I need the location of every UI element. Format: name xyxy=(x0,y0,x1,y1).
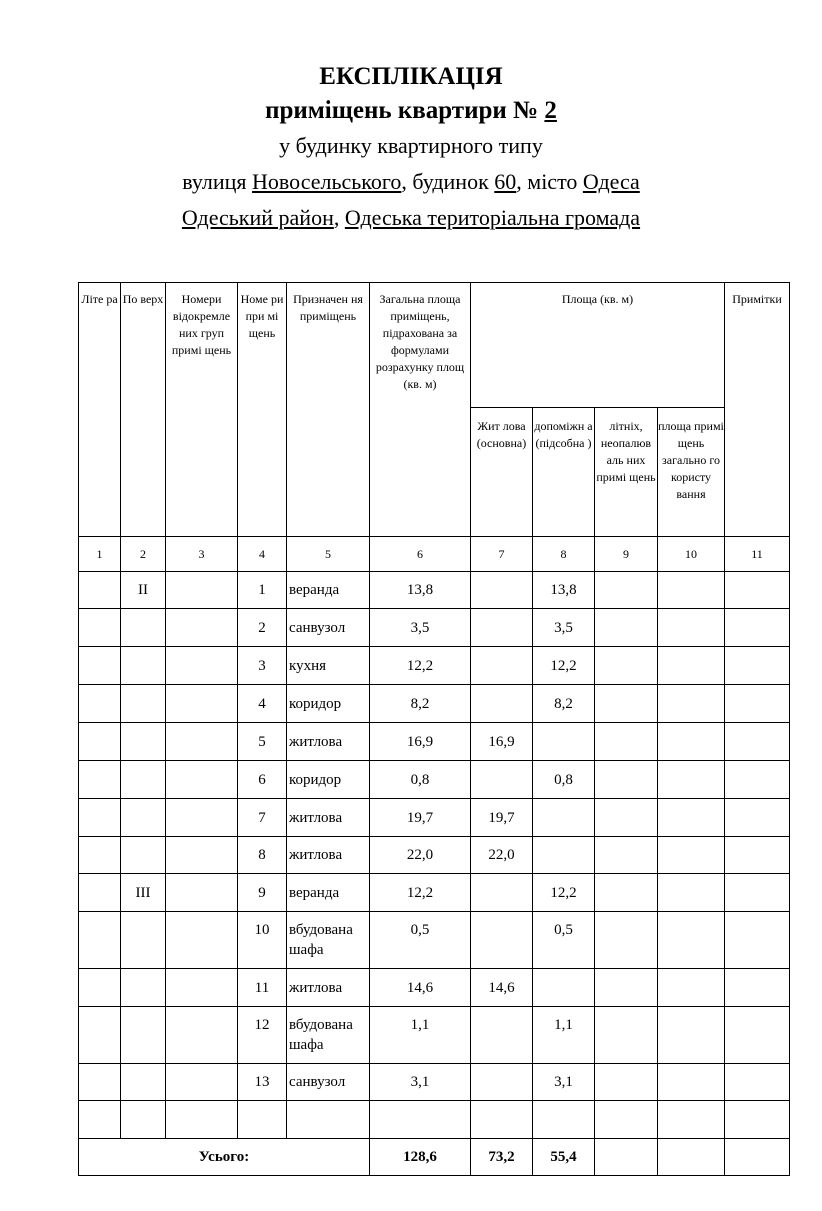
subtitle-prefix: приміщень квартири № xyxy=(265,97,545,124)
litera-cell xyxy=(79,685,121,723)
living-area-cell xyxy=(471,874,533,912)
room-number-cell: 12 xyxy=(238,1007,287,1064)
table-row xyxy=(79,572,790,609)
auxiliary-area-cell: 3,5 xyxy=(533,609,595,647)
common-area-cell xyxy=(658,723,725,761)
summer-area-cell xyxy=(595,723,658,761)
empty-cell xyxy=(287,1101,370,1139)
common-area-cell xyxy=(658,572,725,609)
header-total-area: Загальна площа приміщень, підрахована за формулами розрахунку площ (кв. м) xyxy=(370,283,471,537)
purpose-cell: санвузол xyxy=(287,609,370,647)
living-area-cell xyxy=(471,912,533,969)
house-number: 60 xyxy=(494,169,517,194)
litera-cell xyxy=(79,609,121,647)
header-living: Жит лова (основна) xyxy=(471,408,533,537)
floor-cell xyxy=(121,1064,166,1101)
totals-auxiliary-area: 55,4 xyxy=(533,1139,595,1176)
floor-cell xyxy=(121,647,166,685)
header-auxiliary: допоміжн а (підсобна ) xyxy=(533,408,595,537)
group-cell xyxy=(166,1007,238,1064)
total-area-cell: 3,1 xyxy=(370,1064,471,1101)
empty-cell xyxy=(121,1101,166,1139)
summer-area-cell xyxy=(595,685,658,723)
common-area-cell xyxy=(658,1007,725,1064)
table-row xyxy=(79,1064,790,1101)
summer-area-cell xyxy=(595,874,658,912)
auxiliary-area-cell xyxy=(533,799,595,837)
document-title: ЕКСПЛІКАЦІЯ xyxy=(319,63,503,90)
floor-cell xyxy=(121,799,166,837)
apartment-number: 2 xyxy=(544,97,557,124)
empty-cell xyxy=(238,1101,287,1139)
column-number: 5 xyxy=(287,537,370,572)
notes-cell xyxy=(725,647,790,685)
litera-cell xyxy=(79,874,121,912)
notes-cell xyxy=(725,761,790,799)
notes-cell xyxy=(725,723,790,761)
totals-total-area: 128,6 xyxy=(370,1139,471,1176)
column-number: 10 xyxy=(658,537,725,572)
group-cell xyxy=(166,969,238,1007)
auxiliary-area-cell: 3,1 xyxy=(533,1064,595,1101)
auxiliary-area-cell: 13,8 xyxy=(533,572,595,609)
litera-cell xyxy=(79,1064,121,1101)
purpose-cell: житлова xyxy=(287,837,370,874)
room-number-cell: 9 xyxy=(238,874,287,912)
column-number: 3 xyxy=(166,537,238,572)
totals-living-area: 73,2 xyxy=(471,1139,533,1176)
column-number: 1 xyxy=(79,537,121,572)
summer-area-cell xyxy=(595,912,658,969)
street-label: вулиця xyxy=(182,169,253,194)
column-number: 11 xyxy=(725,537,790,572)
notes-cell xyxy=(725,1064,790,1101)
summer-area-cell xyxy=(595,837,658,874)
table-row xyxy=(79,647,790,685)
floor-cell xyxy=(121,761,166,799)
total-area-cell: 19,7 xyxy=(370,799,471,837)
room-number-cell: 6 xyxy=(238,761,287,799)
room-number-cell: 10 xyxy=(238,912,287,969)
notes-cell xyxy=(725,1007,790,1064)
group-cell xyxy=(166,874,238,912)
column-number: 8 xyxy=(533,537,595,572)
total-area-cell: 8,2 xyxy=(370,685,471,723)
common-area-cell xyxy=(658,837,725,874)
city-name: Одеса xyxy=(582,169,640,194)
common-area-cell xyxy=(658,685,725,723)
summer-area-cell xyxy=(595,647,658,685)
explication-table xyxy=(78,282,790,1176)
community-name: Одеська територіальна громада xyxy=(344,205,641,230)
group-cell xyxy=(166,1064,238,1101)
litera-cell xyxy=(79,647,121,685)
auxiliary-area-cell: 8,2 xyxy=(533,685,595,723)
district-separator: , xyxy=(333,205,345,230)
auxiliary-area-cell xyxy=(533,837,595,874)
common-area-cell xyxy=(658,647,725,685)
room-number-cell: 7 xyxy=(238,799,287,837)
group-cell xyxy=(166,685,238,723)
floor-cell xyxy=(121,723,166,761)
table-row xyxy=(79,685,790,723)
living-area-cell xyxy=(471,761,533,799)
floor-cell xyxy=(121,912,166,969)
room-number-cell: 4 xyxy=(238,685,287,723)
header-room-number: Номе ри при мі щень xyxy=(238,283,287,537)
litera-cell xyxy=(79,572,121,609)
common-area-cell xyxy=(658,969,725,1007)
header-floor: По верх xyxy=(121,283,166,537)
room-number-cell: 8 xyxy=(238,837,287,874)
purpose-cell: житлова xyxy=(287,969,370,1007)
floor-cell xyxy=(121,1007,166,1064)
floor-cell xyxy=(121,837,166,874)
empty-cell xyxy=(658,1101,725,1139)
totals-notes xyxy=(725,1139,790,1176)
empty-cell xyxy=(725,1101,790,1139)
living-area-cell: 14,6 xyxy=(471,969,533,1007)
column-number: 7 xyxy=(471,537,533,572)
floor-cell xyxy=(121,685,166,723)
litera-cell xyxy=(79,799,121,837)
auxiliary-area-cell: 0,8 xyxy=(533,761,595,799)
common-area-cell xyxy=(658,912,725,969)
common-area-cell xyxy=(658,1064,725,1101)
floor-cell: II xyxy=(121,572,166,609)
city-label: , місто xyxy=(516,169,583,194)
auxiliary-area-cell: 1,1 xyxy=(533,1007,595,1064)
room-number-cell: 11 xyxy=(238,969,287,1007)
header-litera: Літе ра xyxy=(79,283,121,537)
purpose-cell: санвузол xyxy=(287,1064,370,1101)
house-label: , будинок xyxy=(401,169,495,194)
total-area-cell: 14,6 xyxy=(370,969,471,1007)
litera-cell xyxy=(79,837,121,874)
purpose-cell: житлова xyxy=(287,723,370,761)
room-number-cell: 3 xyxy=(238,647,287,685)
living-area-cell xyxy=(471,1064,533,1101)
floor-cell xyxy=(121,609,166,647)
header-purpose: Призначен ня приміщень xyxy=(287,283,370,537)
living-area-cell xyxy=(471,609,533,647)
litera-cell xyxy=(79,969,121,1007)
total-area-cell: 1,1 xyxy=(370,1007,471,1064)
table-row xyxy=(79,609,790,647)
auxiliary-area-cell: 12,2 xyxy=(533,647,595,685)
empty-cell xyxy=(595,1101,658,1139)
common-area-cell xyxy=(658,761,725,799)
group-cell xyxy=(166,572,238,609)
street-name: Новосельського xyxy=(252,169,402,194)
total-area-cell: 3,5 xyxy=(370,609,471,647)
summer-area-cell xyxy=(595,572,658,609)
column-number: 4 xyxy=(238,537,287,572)
common-area-cell xyxy=(658,874,725,912)
empty-cell xyxy=(471,1101,533,1139)
district-line xyxy=(0,200,822,236)
living-area-cell: 19,7 xyxy=(471,799,533,837)
district-name: Одеський район xyxy=(181,205,334,230)
purpose-cell: вбудована шафа xyxy=(287,1007,370,1064)
summer-area-cell xyxy=(595,1007,658,1064)
summer-area-cell xyxy=(595,1064,658,1101)
empty-cell xyxy=(79,1101,121,1139)
header-notes: Примітки xyxy=(725,283,790,537)
totals-row xyxy=(79,1139,790,1176)
summer-area-cell xyxy=(595,799,658,837)
empty-cell xyxy=(166,1101,238,1139)
totals-summer-area xyxy=(595,1139,658,1176)
floor-cell: III xyxy=(121,874,166,912)
notes-cell xyxy=(725,799,790,837)
auxiliary-area-cell: 0,5 xyxy=(533,912,595,969)
table-row xyxy=(79,761,790,799)
room-number-cell: 1 xyxy=(238,572,287,609)
litera-cell xyxy=(79,912,121,969)
table-row xyxy=(79,969,790,1007)
group-cell xyxy=(166,912,238,969)
total-area-cell: 13,8 xyxy=(370,572,471,609)
table-row xyxy=(79,799,790,837)
litera-cell xyxy=(79,761,121,799)
living-area-cell xyxy=(471,685,533,723)
purpose-cell: житлова xyxy=(287,799,370,837)
total-area-cell: 22,0 xyxy=(370,837,471,874)
table-row xyxy=(79,837,790,874)
total-area-cell: 12,2 xyxy=(370,874,471,912)
group-cell xyxy=(166,761,238,799)
notes-cell xyxy=(725,837,790,874)
notes-cell xyxy=(725,685,790,723)
total-area-cell: 16,9 xyxy=(370,723,471,761)
living-area-cell xyxy=(471,1007,533,1064)
summer-area-cell xyxy=(595,609,658,647)
column-number: 2 xyxy=(121,537,166,572)
auxiliary-area-cell: 12,2 xyxy=(533,874,595,912)
purpose-cell: веранда xyxy=(287,874,370,912)
column-numbers-row xyxy=(79,537,790,572)
table-row xyxy=(79,874,790,912)
summer-area-cell xyxy=(595,969,658,1007)
floor-cell xyxy=(121,969,166,1007)
purpose-cell: кухня xyxy=(287,647,370,685)
litera-cell xyxy=(79,723,121,761)
common-area-cell xyxy=(658,609,725,647)
header-common: площа примі щень загально го користу вання xyxy=(658,408,725,537)
purpose-cell: коридор xyxy=(287,685,370,723)
room-number-cell: 2 xyxy=(238,609,287,647)
column-number: 9 xyxy=(595,537,658,572)
notes-cell xyxy=(725,969,790,1007)
total-area-cell: 0,5 xyxy=(370,912,471,969)
auxiliary-area-cell xyxy=(533,723,595,761)
common-area-cell xyxy=(658,799,725,837)
table-row xyxy=(79,1007,790,1064)
room-number-cell: 13 xyxy=(238,1064,287,1101)
empty-row xyxy=(79,1101,790,1139)
living-area-cell: 22,0 xyxy=(471,837,533,874)
header-groups: Номери відокремле них груп примі щень xyxy=(166,283,238,537)
auxiliary-area-cell xyxy=(533,969,595,1007)
total-area-cell: 0,8 xyxy=(370,761,471,799)
address-line xyxy=(0,164,822,200)
header-area: Площа (кв. м) xyxy=(471,283,725,408)
purpose-cell: веранда xyxy=(287,572,370,609)
notes-cell xyxy=(725,609,790,647)
table-row xyxy=(79,723,790,761)
table-row xyxy=(79,912,790,969)
living-area-cell xyxy=(471,572,533,609)
group-cell xyxy=(166,799,238,837)
header-summer: літніх, неопалюв аль них примі щень xyxy=(595,408,658,537)
notes-cell xyxy=(725,874,790,912)
column-number: 6 xyxy=(370,537,471,572)
notes-cell xyxy=(725,912,790,969)
empty-cell xyxy=(370,1101,471,1139)
group-cell xyxy=(166,647,238,685)
summer-area-cell xyxy=(595,761,658,799)
living-area-cell xyxy=(471,647,533,685)
totals-label: Усього: xyxy=(79,1139,370,1176)
purpose-cell: коридор xyxy=(287,761,370,799)
group-cell xyxy=(166,723,238,761)
room-number-cell: 5 xyxy=(238,723,287,761)
group-cell xyxy=(166,837,238,874)
totals-common-area xyxy=(658,1139,725,1176)
living-area-cell: 16,9 xyxy=(471,723,533,761)
document-header xyxy=(0,60,822,236)
litera-cell xyxy=(79,1007,121,1064)
purpose-cell: вбудована шафа xyxy=(287,912,370,969)
building-type-line: у будинку квартирного типу xyxy=(279,133,543,158)
total-area-cell: 12,2 xyxy=(370,647,471,685)
group-cell xyxy=(166,609,238,647)
document-subtitle xyxy=(0,94,822,128)
notes-cell xyxy=(725,572,790,609)
empty-cell xyxy=(533,1101,595,1139)
